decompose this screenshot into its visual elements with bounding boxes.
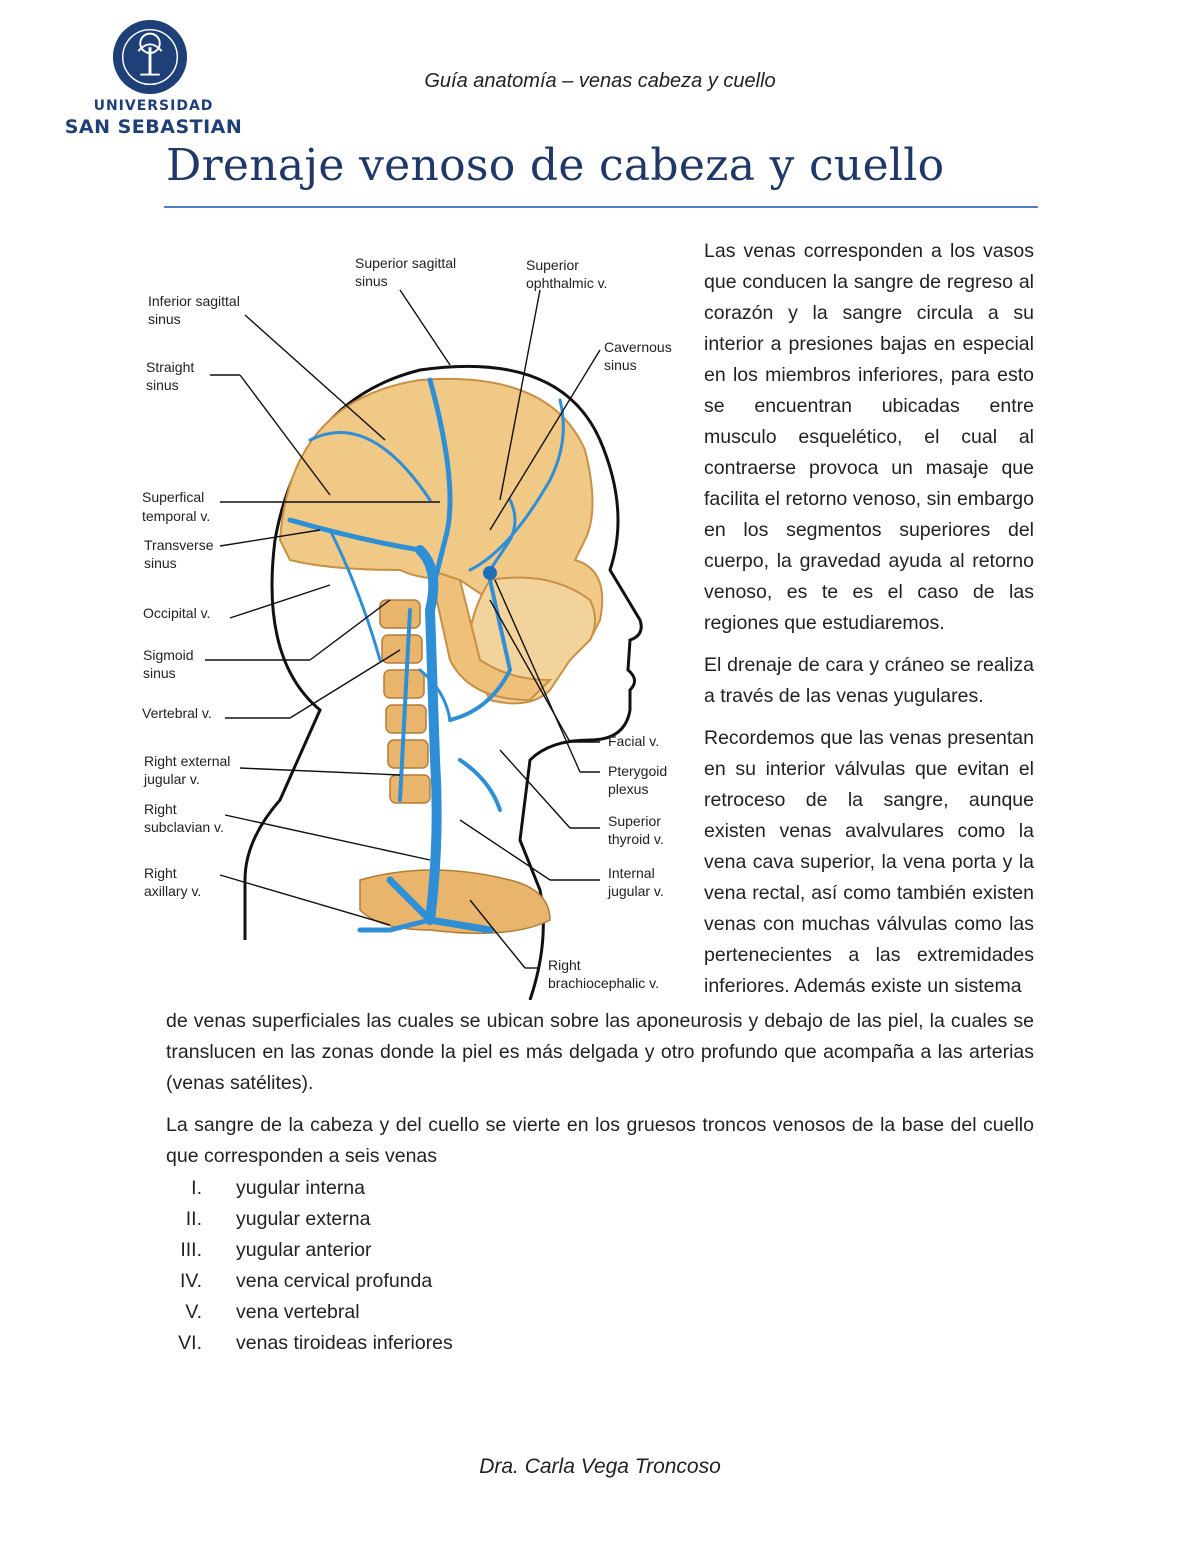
paragraph-valves-end: de venas superficiales las cuales se ubican sobre las aponeurosis y debajo de las piel, la cuales se translucen en las zonas donde la piel es más delgada y otro profundo que acompaña a las arterias (venas satélites). [166,1010,1034,1094]
label-superior-thyroid-line2: thyroid v. [608,831,664,847]
label-facial: Facial v. [608,733,660,749]
paragraph-six-veins: La sangre de la cabeza y del cuello se vierte en los gruesos troncos venosos de la base del cuello que corresponden a seis venas [166,1114,1034,1167]
paragraph-drainage: El drenaje de cara y cráneo se realiza a través de las venas yugulares. [704,654,1034,707]
label-pterygoid-line1: Pterygoid [608,763,668,779]
label-straight-line2: sinus [146,377,179,393]
head-neck-illustration [130,240,690,1000]
full-width-text [166,1006,1034,1183]
list-item: I. yugular interna [191,1177,365,1199]
label-superior-ophthalmic-line1: Superior [526,257,579,273]
label-internal-jugular-line1: Internal [608,865,655,881]
intro-column [704,236,1034,1013]
label-superior-ophthalmic-line2: ophthalmic v. [526,275,608,291]
label-right-subclavian-line1: Right [144,801,177,817]
label-cavernous-line2: sinus [604,357,637,373]
label-superior-thyroid-line1: Superior [608,813,661,829]
title-underline [164,206,1038,208]
tree-seal-icon [111,18,189,96]
label-inferior-sagittal-line1: Inferior sagittal [148,293,240,309]
page-header: Guía anatomía – venas cabeza y cuello [424,70,776,92]
list-item: V. vena vertebral [185,1301,360,1323]
university-logo [56,18,251,138]
label-right-axillary-line1: Right [144,865,177,881]
logo-line-2: SAN SEBASTIAN [64,116,243,138]
label-sigmoid-line1: Sigmoid [143,647,194,663]
list-item: IV. vena cervical profunda [179,1270,433,1292]
label-sigmoid-line2: sinus [143,665,176,681]
label-superior-sagittal-line2: sinus [355,273,388,289]
label-internal-jugular-line2: jugular v. [608,883,664,899]
label-right-external-jugular-line1: Right external [144,753,231,769]
vein-list [166,1173,766,1359]
page-title: Drenaje venoso de cabeza y cuello [166,140,945,191]
label-superficial-temporal-line2: temporal v. [142,508,211,524]
label-vertebral: Vertebral v. [142,705,212,721]
label-pterygoid-line2: plexus [608,781,649,797]
label-cavernous-line1: Cavernous [604,339,672,355]
author-footer: Dra. Carla Vega Troncoso [479,1455,721,1478]
label-transverse-line2: sinus [144,555,177,571]
label-straight-line1: Straight [146,359,195,375]
label-occipital: Occipital v. [143,605,211,621]
label-inferior-sagittal-line2: sinus [148,311,181,327]
logo-line-1: UNIVERSIDAD [93,98,214,114]
list-item: II. yugular externa [185,1208,371,1230]
label-transverse-line1: Transverse [144,537,214,553]
list-item: III. yugular anterior [180,1239,372,1261]
label-superficial-temporal-line1: Superfical [142,489,205,505]
paragraph-veins-intro: Las venas corresponden a los vasos que conducen la sangre de regreso al corazón y la sangre circula a su interior a presiones bajas en especial en los miembros inferiores, para esto se encuentran ubicadas entre musculo esquelético, el cual al contraerse provoca un masaje que facilita el retorno venoso, sin embargo en los segmentos superiores del cuerpo, la gravedad ayuda al retorno venoso, es te es el caso de las regiones que estudiaremos. [704,240,1034,634]
label-brachiocephalic-line2: brachiocephalic v. [548,975,660,991]
paragraph-valves-start: Recordemos que las venas presentan en su interior válvulas que evitan el retroceso de la sangre, aunque existen venas avalvulares como la vena cava superior, la vena porta y la vena rectal, así como también existen venas con muchas válvulas como las pertenecientes a las extremidades inferiores. Además existe un sistema [704,727,1034,997]
label-right-axillary-line2: axillary v. [144,883,202,899]
list-item: VI. venas tiroideas inferiores [178,1332,453,1354]
label-superior-sagittal-line1: Superior sagittal [355,255,457,271]
venous-anatomy-figure [130,240,690,1000]
label-brachiocephalic-line1: Right [548,957,581,973]
label-right-external-jugular-line2: jugular v. [144,771,200,787]
label-right-subclavian-line2: subclavian v. [144,819,224,835]
